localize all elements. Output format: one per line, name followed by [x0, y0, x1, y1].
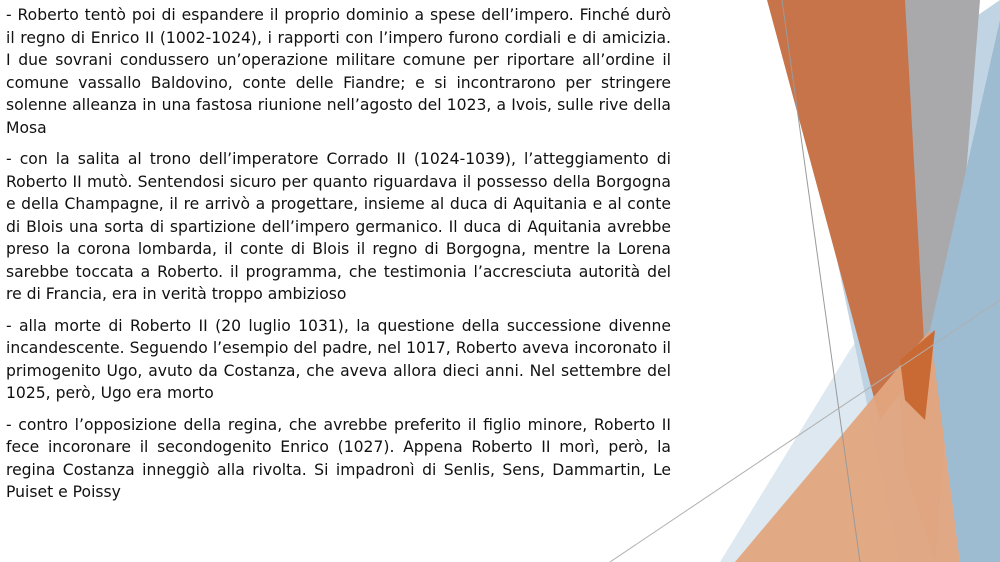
paragraph-1: - Roberto tentò poi di espandere il proprio dominio a spese dell’impero. Finché durò il regno di Enrico II (1002-1024), i rapporti con l’impero furono cordiali e di amicizia. I due sovrani condussero un’operazione militare comune per riportare all’ordine il comune vassallo Baldovino, conte delle Fiandre; e si incontrarono per stringere solenne alleanza in una fastosa riunione nell’agosto del 1023, a Ivois, sulle rive della Mosa [6, 6, 671, 137]
paragraph-4: - contro l’opposizione della regina, che avrebbe preferito il figlio minore, Roberto II fece incoronare il secondogenito Enrico (1027). Appena Roberto II morì, però, la regina Costanza inneggiò alla rivolta. Si impadronì di Senlis, Sens, Dammartin, Le Puiset e Poissy [6, 415, 671, 501]
paragraph-3: - alla morte di Roberto II (20 luglio 1031), la questione della successione divenne incandescente. Seguendo l’esempio del padre, nel 1017, Roberto aveva incoronato il primogenito Ugo, avuto da Costanza, che aveva allora dieci anni. Nel settembre del 1025, però, Ugo era morto [6, 316, 671, 402]
text-content [6, 4, 671, 513]
paragraph-2: - con la salita al trono dell’imperatore Corrado II (1024-1039), l’atteggiamento di Roberto II mutò. Sentendosi sicuro per quanto riguardava il possesso della Borgogna e della Champagne, il re arrivò a progettare, insieme al duca di Aquitania e al conte di Blois una sorta di spartizione dell’impero germanico. Il duca di Aquitania avrebbe preso la corona lombarda, il conte di Blois il regno di Borgogna, mentre la Lorena sarebbe toccata a Roberto. il programma, che testimonia l’accresciuta autorità del re di Francia, era in verità troppo ambizioso [6, 150, 671, 303]
